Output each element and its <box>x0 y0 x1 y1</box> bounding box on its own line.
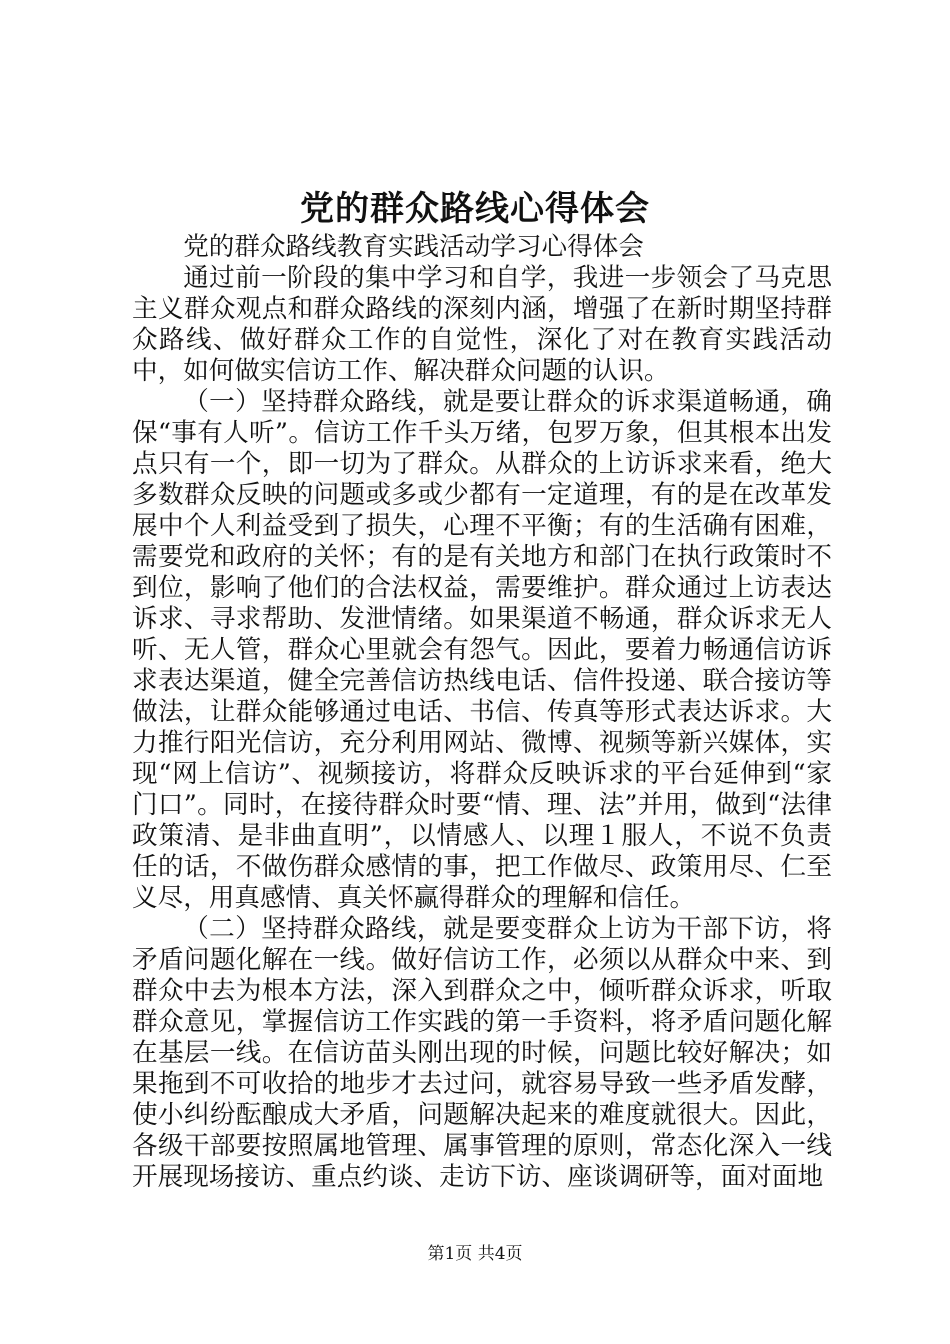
paragraph-intro: 通过前一阶段的集中学习和自学，我进一步领会了马克思主义群众观点和群众路线的深刻内涵，增强了在新时期坚持群众路线、做好群众工作的自觉性，深化了对在教育实践活动中，如何做实信访工作、解决群众问题的认识。 <box>132 263 832 386</box>
paragraph-section-1: （一）坚持群众路线，就是要让群众的诉求渠道畅通，确保“事有人听”。信访工作千头万绪，包罗万象，但其根本出发点只有一个，即一切为了群众。从群众的上访诉求来看，绝大多数群众反映的问题或多或少都有一定道理，有的是在改革发展中个人利益受到了损失，心理不平衡；有的生活确有困难，需要党和政府的关怀；有的是有关地方和部门在执行政策时不到位，影响了他们的合法权益，需要维护。群众通过上访表达诉求、寻求帮助、发泄情绪。如果渠道不畅通，群众诉求无人听、无人管，群众心里就会有怨气。因此，要着力畅通信访诉求表达渠道，健全完善信访热线电话、信件投递、联合接访等做法，让群众能够通过电话、书信、传真等形式表达诉求。大力推行阳光信访，充分利用网站、微博、视频等新兴媒体，实现“网上信访”、视频接访，将群众反映诉求的平台延伸到“家门口”。同时，在接待群众时要“情、理、法”并用，做到“法律政策清、是非曲直明”，以情感人、以理１服人，不说不负责任的话，不做伤群众感情的事，把工作做尽、政策用尽、仁至义尽，用真感情、真关怀赢得群众的理解和信任。 <box>132 387 832 913</box>
document-title: 党的群众路线心得体会 <box>300 189 650 229</box>
document-body <box>132 232 832 1193</box>
page-number-footer: 第1页 共4页 <box>427 1244 523 1264</box>
document-subtitle: 党的群众路线教育实践活动学习心得体会 <box>183 232 644 262</box>
paragraph-section-2: （二）坚持群众路线，就是要变群众上访为干部下访，将矛盾问题化解在一线。做好信访工作，必须以从群众中来、到群众中去为根本方法，深入到群众之中，倾听群众诉求，听取群众意见，掌握信访工作实践的第一手资料，将矛盾问题化解在基层一线。在信访苗头刚出现的时候，问题比较好解决；如果拖到不可收拾的地步才去过问，就容易导致一些矛盾发酵，使小纠纷酝酿成大矛盾，问题解决起来的难度就很大。因此，各级干部要按照属地管理、属事管理的原则，常态化深入一线开展现场接访、重点约谈、走访下访、座谈调研等，面对面地 <box>132 914 832 1192</box>
